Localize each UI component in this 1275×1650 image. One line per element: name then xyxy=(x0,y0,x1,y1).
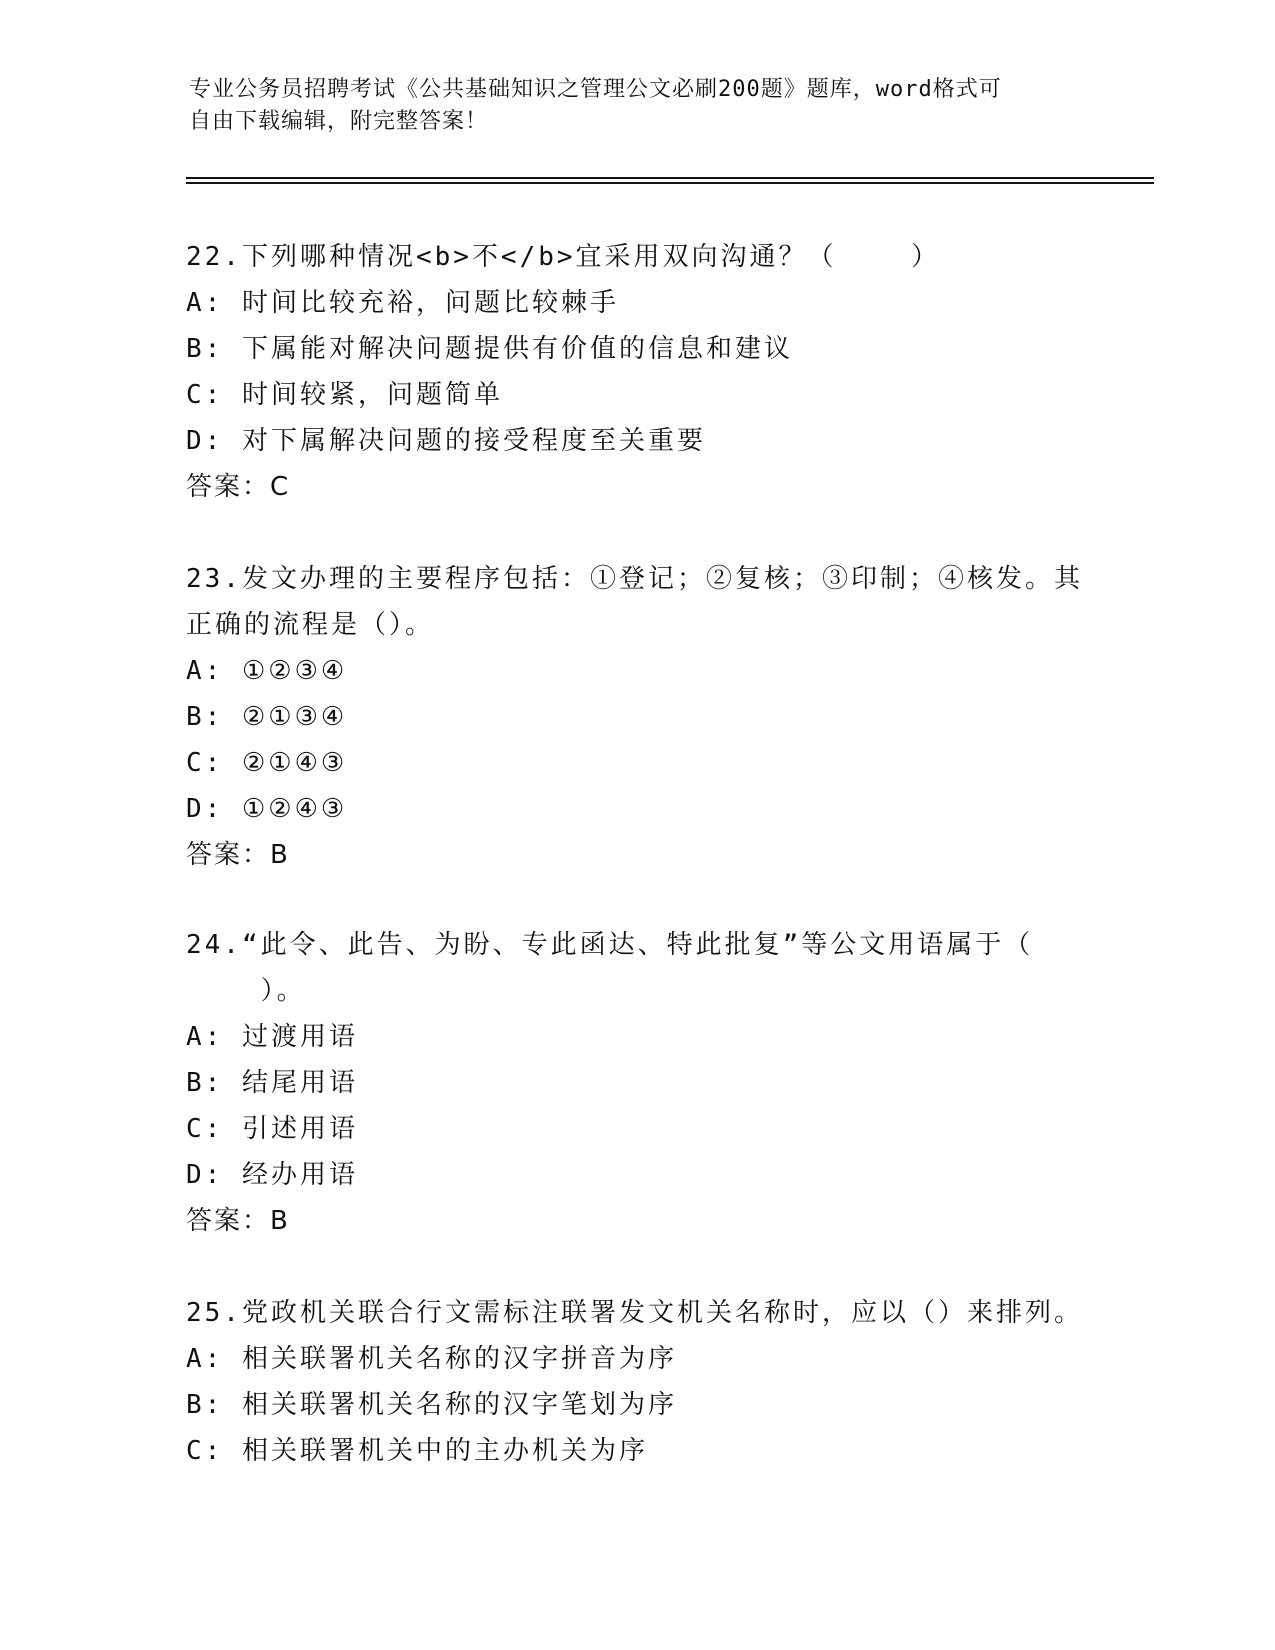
question-stem: 24.“此令、此告、为盼、专此函达、特此批复”等公文用语属于（ ）。 xyxy=(186,930,1034,1006)
option-a: A: 相关联署机关名称的汉字拼音为序 xyxy=(186,1344,677,1374)
option-c: C: 相关联署机关中的主办机关为序 xyxy=(186,1436,648,1466)
option-a: A: 过渡用语 xyxy=(186,1022,358,1052)
question-23 xyxy=(186,556,1086,878)
option-b: B: 结尾用语 xyxy=(186,1068,358,1098)
option-c: C: 引述用语 xyxy=(186,1114,358,1144)
option-a: A: 时间比较充裕，问题比较棘手 xyxy=(186,288,619,318)
answer-line: 答案：B xyxy=(186,840,290,870)
option-d: D: 经办用语 xyxy=(186,1160,358,1190)
question-25 xyxy=(186,1290,1086,1474)
document-header xyxy=(189,74,1069,138)
answer-line: 答案：B xyxy=(186,1206,290,1236)
option-d: D: ①②④③ xyxy=(186,794,348,824)
header-line-2: 自由下载编辑，附完整答案！ xyxy=(189,109,489,134)
answer-line: 答案：C xyxy=(186,472,291,502)
option-b: B: 相关联署机关名称的汉字笔划为序 xyxy=(186,1390,677,1420)
option-b: B: ②①③④ xyxy=(186,702,348,732)
option-c: C: 时间较紧，问题简单 xyxy=(186,380,503,410)
option-b: B: 下属能对解决问题提供有价值的信息和建议 xyxy=(186,334,793,364)
question-stem: 22.下列哪种情况<b>不</b>宜采用双向沟通？（ ） xyxy=(186,242,941,272)
header-divider-bottom xyxy=(186,182,1154,184)
question-22 xyxy=(186,234,1086,510)
option-c: C: ②①④③ xyxy=(186,748,348,778)
question-stem: 23.发文办理的主要程序包括：①登记；②复核；③印制；④核发。其正确的流程是（）。 xyxy=(186,564,1083,640)
question-24 xyxy=(186,922,1086,1244)
question-stem: 25.党政机关联合行文需标注联署发文机关名称时，应以（）来排列。 xyxy=(186,1298,1083,1328)
header-line-1: 专业公务员招聘考试《公共基础知识之管理公文必刷200题》题库，word格式可 xyxy=(189,77,1002,102)
option-a: A: ①②③④ xyxy=(186,656,348,686)
header-divider-top xyxy=(186,177,1154,179)
option-d: D: 对下属解决问题的接受程度至关重要 xyxy=(186,426,706,456)
